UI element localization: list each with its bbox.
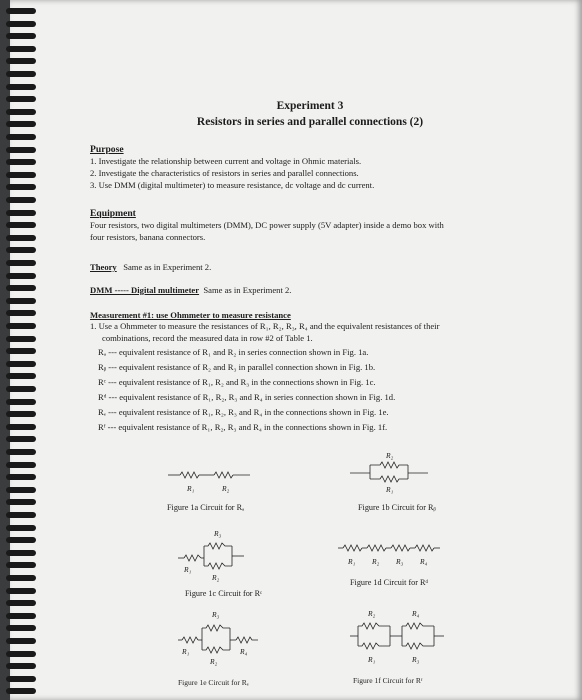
purpose-item: 2. Investigate the characteristics of resistors in series and parallel connections. xyxy=(90,168,359,178)
binding-ring xyxy=(6,310,36,316)
binding-ring xyxy=(6,550,36,556)
binding-ring xyxy=(6,96,36,102)
binding-ring xyxy=(6,247,36,253)
binding-ring xyxy=(6,121,36,127)
binding-ring xyxy=(6,336,36,342)
binding-ring xyxy=(6,651,36,657)
binding-ring xyxy=(6,46,36,52)
binding-ring xyxy=(6,499,36,505)
resistor-label: R₃ xyxy=(214,529,222,538)
circuit-diagram-1c xyxy=(178,528,268,584)
binding-ring xyxy=(6,172,36,178)
definition-line: Rᵦ --- equivalent resistance of R₂ and R₃ in parallel connection shown in Fig. 1b. xyxy=(98,362,376,372)
circuit-diagram-1b xyxy=(350,451,440,495)
purpose-item: 3. Use DMM (digital multimeter) to measure resistance, dc voltage and dc current. xyxy=(90,180,375,190)
binding-ring xyxy=(6,134,36,140)
binding-ring xyxy=(6,222,36,228)
dmm-label: DMM ----- xyxy=(90,285,132,295)
binding-ring xyxy=(6,298,36,304)
spiral-binding xyxy=(10,0,36,700)
equipment-heading: Equipment xyxy=(90,208,136,219)
circuit-diagram-1e xyxy=(178,608,268,668)
binding-ring xyxy=(6,210,36,216)
resistor-label: R₄ xyxy=(240,647,248,656)
binding-ring xyxy=(6,147,36,153)
binding-ring xyxy=(6,512,36,518)
definition-line: Rᶜ --- equivalent resistance of R₁, R₂ and R₃ in the connections shown in Fig. 1c. xyxy=(98,377,376,387)
measurement-heading: Measurement #1: use Ohmmeter to measure resistance xyxy=(90,310,291,320)
figure-caption-1c: Figure 1c Circuit for Rᶜ xyxy=(185,589,263,598)
definition-line: Rᵈ --- equivalent resistance of R₁, R₂, R₃ and R₄ in series connection shown in Fig. 1d. xyxy=(98,392,396,402)
resistor-label: R₁ xyxy=(182,647,190,656)
definition-line: Rₑ --- equivalent resistance of R₁, R₂, R₃ and R₄ in the connections shown in Fig. 1e. xyxy=(98,407,389,417)
document-title: Experiment 3 xyxy=(276,100,344,112)
resistor-label: R₁ xyxy=(386,485,394,494)
binding-ring xyxy=(6,525,36,531)
resistor-label: R₄ xyxy=(412,609,420,618)
binding-ring xyxy=(6,663,36,669)
circuit-diagram-1f xyxy=(350,610,450,666)
binding-ring xyxy=(6,197,36,203)
binding-ring xyxy=(6,562,36,568)
binding-ring xyxy=(6,109,36,115)
binding-ring xyxy=(6,84,36,90)
binding-ring xyxy=(6,474,36,480)
dmm-text: Same as in Experiment 2. xyxy=(203,285,292,295)
figure-caption-1e: Figure 1e Circuit for Rₑ xyxy=(178,678,249,687)
binding-ring xyxy=(6,676,36,682)
theory-heading: Theory xyxy=(90,262,117,272)
binding-ring xyxy=(6,361,36,367)
binding-ring xyxy=(6,449,36,455)
resistor-label: R₃ xyxy=(396,557,404,566)
binding-ring xyxy=(6,260,36,266)
binding-ring xyxy=(6,71,36,77)
binding-ring xyxy=(6,625,36,631)
definition-line: Rᶠ --- equivalent resistance of R₁, R₂, R₃ and R₄ in the connections shown in Fig. 1f. xyxy=(98,422,388,432)
equipment-text: Four resistors, two digital multimeters (DMM), DC power supply (5V adapter) inside a demo box with xyxy=(90,220,444,230)
resistor-label: R₂ xyxy=(386,451,394,460)
binding-ring xyxy=(6,373,36,379)
binding-ring xyxy=(6,575,36,581)
resistor-label: R₂ xyxy=(210,657,218,666)
purpose-heading: Purpose xyxy=(90,144,124,155)
binding-ring xyxy=(6,600,36,606)
binding-ring xyxy=(6,273,36,279)
document-subtitle: Resistors in series and parallel connections (2) xyxy=(196,116,424,128)
definition-line: Rₐ --- equivalent resistance of R₁ and R₂ in series connection shown in Fig. 1a. xyxy=(98,347,369,357)
theory-line xyxy=(90,262,211,273)
resistor-label: R₃ xyxy=(412,655,420,664)
resistor-label: R₁ xyxy=(184,565,192,574)
resistor-label: R₂ xyxy=(212,573,220,582)
binding-ring xyxy=(6,285,36,291)
resistor-label: R₄ xyxy=(420,557,428,566)
resistor-label: R₁ xyxy=(187,484,195,493)
resistor-label: R₁ xyxy=(368,655,376,664)
measurement-step: combinations, record the measured data in row #2 of Table 1. xyxy=(102,333,313,343)
measurement-step: 1. Use a Ohmmeter to measure the resistances of R₁, R₂, R₃, R₄ and the equivalent resistances of their xyxy=(90,321,440,331)
binding-ring xyxy=(6,399,36,405)
dmm-line xyxy=(90,285,291,296)
resistor-label: R₂ xyxy=(222,484,230,493)
binding-ring xyxy=(6,411,36,417)
figure-caption-1a: Figure 1a Circuit for Rₐ xyxy=(167,503,245,512)
binding-ring xyxy=(6,8,36,14)
resistor-label: R₃ xyxy=(212,610,220,619)
binding-ring xyxy=(6,184,36,190)
resistor-label: R₂ xyxy=(372,557,380,566)
binding-ring xyxy=(6,638,36,644)
figure-caption-1f: Figure 1f Circuit for Rᶠ xyxy=(353,676,423,685)
document-page xyxy=(10,0,582,700)
resistor-label: R₁ xyxy=(348,557,356,566)
resistor-label: R₂ xyxy=(368,609,376,618)
figure-caption-1d: Figure 1d Circuit for Rᵈ xyxy=(350,578,429,587)
binding-ring xyxy=(6,462,36,468)
binding-ring xyxy=(6,348,36,354)
theory-text: Same as in Experiment 2. xyxy=(123,262,212,272)
binding-ring xyxy=(6,235,36,241)
binding-ring xyxy=(6,537,36,543)
binding-ring xyxy=(6,688,36,694)
binding-ring xyxy=(6,323,36,329)
figure-caption-1b: Figure 1b Circuit for Rᵦ xyxy=(358,503,436,512)
binding-ring xyxy=(6,33,36,39)
dmm-heading: Digital multimeter xyxy=(131,285,200,295)
binding-ring xyxy=(6,588,36,594)
binding-ring xyxy=(6,21,36,27)
binding-ring xyxy=(6,613,36,619)
equipment-text: four resistors, banana connectors. xyxy=(90,232,206,242)
circuit-diagram-1a xyxy=(168,465,258,495)
binding-ring xyxy=(6,487,36,493)
binding-ring xyxy=(6,159,36,165)
binding-ring xyxy=(6,424,36,430)
binding-ring xyxy=(6,58,36,64)
binding-ring xyxy=(6,436,36,442)
binding-ring xyxy=(6,386,36,392)
circuit-diagram-1d xyxy=(338,540,448,570)
purpose-item: 1. Investigate the relationship between current and voltage in Ohmic materials. xyxy=(90,156,362,166)
